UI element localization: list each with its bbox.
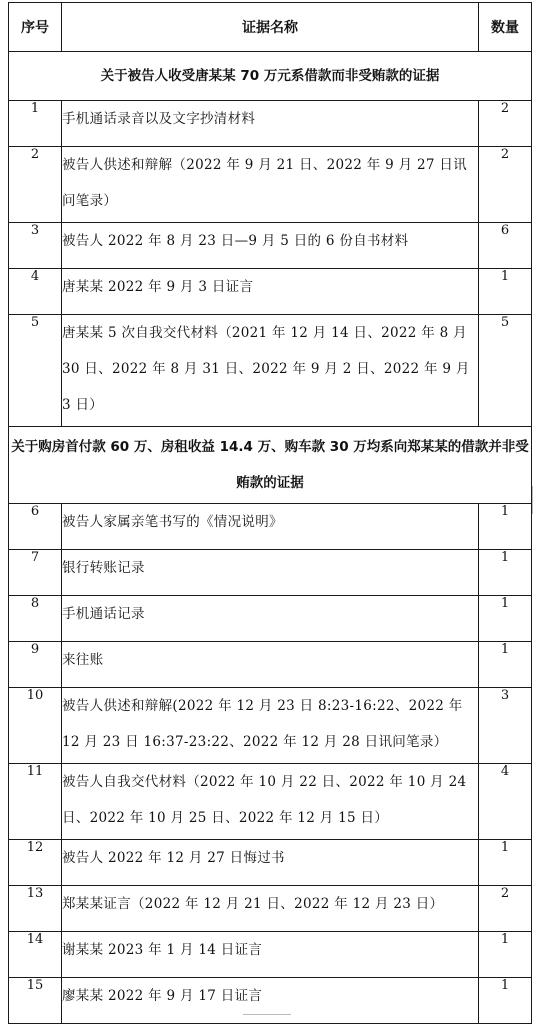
row-index: 3 <box>9 223 62 269</box>
row-index: 6 <box>9 504 62 550</box>
row-qty: 5 <box>479 315 532 427</box>
row-index: 5 <box>9 315 62 427</box>
row-qty: 1 <box>479 978 532 1024</box>
row-name: 被告人家属亲笔书写的《情况说明》 <box>62 504 479 550</box>
header-row <box>9 3 532 52</box>
row-name: 谢某某 2023 年 1 月 14 日证言 <box>62 932 479 978</box>
table-row <box>9 688 532 764</box>
row-qty: 1 <box>479 504 532 550</box>
evidence-table <box>8 2 532 1024</box>
table-row <box>9 147 532 223</box>
row-index: 10 <box>9 688 62 764</box>
table-row <box>9 504 532 550</box>
table-row <box>9 642 532 688</box>
section-title: 关于被告人收受唐某某 70 万元系借款而非受贿款的证据 <box>9 52 532 101</box>
table-row <box>9 315 532 427</box>
table-row <box>9 840 532 886</box>
header-qty: 数量 <box>479 3 532 52</box>
table-row <box>9 223 532 269</box>
row-name: 手机通话录音以及文字抄清材料 <box>62 101 479 147</box>
row-name: 唐某某 5 次自我交代材料（2021 年 12 月 14 日、2022 年 8 月 30 日、2022 年 8 月 31 日、2022 年 9 月 2 日、2022 年 9 月 3 日） <box>62 315 479 427</box>
section-row <box>9 52 532 101</box>
row-index: 2 <box>9 147 62 223</box>
row-name: 被告人自我交代材料（2022 年 10 月 22 日、2022 年 10 月 24 日、2022 年 10 月 25 日、2022 年 12 月 15 日） <box>62 764 479 840</box>
row-qty: 2 <box>479 101 532 147</box>
row-name: 银行转账记录 <box>62 550 479 596</box>
table-row <box>9 101 532 147</box>
page-edge-mark <box>243 1014 291 1019</box>
row-index: 1 <box>9 101 62 147</box>
row-index: 13 <box>9 886 62 932</box>
header-name: 证据名称 <box>62 3 479 52</box>
row-qty: 1 <box>479 550 532 596</box>
row-index: 14 <box>9 932 62 978</box>
row-name: 手机通话记录 <box>62 596 479 642</box>
page-edge-mark <box>532 486 536 514</box>
section-row <box>9 427 532 504</box>
row-qty: 3 <box>479 688 532 764</box>
row-name: 被告人供述和辩解(2022 年 12 月 23 日 8:23-16:22、2022 年 12 月 23 日 16:37-23:22、2022 年 12 月 28 日讯问笔录） <box>62 688 479 764</box>
row-qty: 1 <box>479 642 532 688</box>
row-qty: 4 <box>479 764 532 840</box>
row-qty: 1 <box>479 596 532 642</box>
table-row <box>9 596 532 642</box>
row-name: 被告人供述和辩解（2022 年 9 月 21 日、2022 年 9 月 27 日讯问笔录） <box>62 147 479 223</box>
row-qty: 1 <box>479 932 532 978</box>
row-index: 11 <box>9 764 62 840</box>
row-qty: 1 <box>479 269 532 315</box>
row-name: 唐某某 2022 年 9 月 3 日证言 <box>62 269 479 315</box>
row-name: 郑某某证言（2022 年 12 月 21 日、2022 年 12 月 23 日） <box>62 886 479 932</box>
table-row <box>9 764 532 840</box>
header-index: 序号 <box>9 3 62 52</box>
row-name: 被告人 2022 年 12 月 27 日悔过书 <box>62 840 479 886</box>
row-index: 15 <box>9 978 62 1024</box>
table-row <box>9 932 532 978</box>
table-row <box>9 886 532 932</box>
row-index: 12 <box>9 840 62 886</box>
table-row <box>9 269 532 315</box>
row-index: 4 <box>9 269 62 315</box>
row-index: 7 <box>9 550 62 596</box>
row-name: 廖某某 2022 年 9 月 17 日证言 <box>62 978 479 1024</box>
row-index: 8 <box>9 596 62 642</box>
row-qty: 2 <box>479 147 532 223</box>
table-row <box>9 550 532 596</box>
row-qty: 1 <box>479 840 532 886</box>
row-name: 来往账 <box>62 642 479 688</box>
row-index: 9 <box>9 642 62 688</box>
row-qty: 6 <box>479 223 532 269</box>
section-title: 关于购房首付款 60 万、房租收益 14.4 万、购车款 30 万均系向郑某某的借款并非受贿款的证据 <box>9 427 532 504</box>
row-name: 被告人 2022 年 8 月 23 日—9 月 5 日的 6 份自书材料 <box>62 223 479 269</box>
row-qty: 2 <box>479 886 532 932</box>
